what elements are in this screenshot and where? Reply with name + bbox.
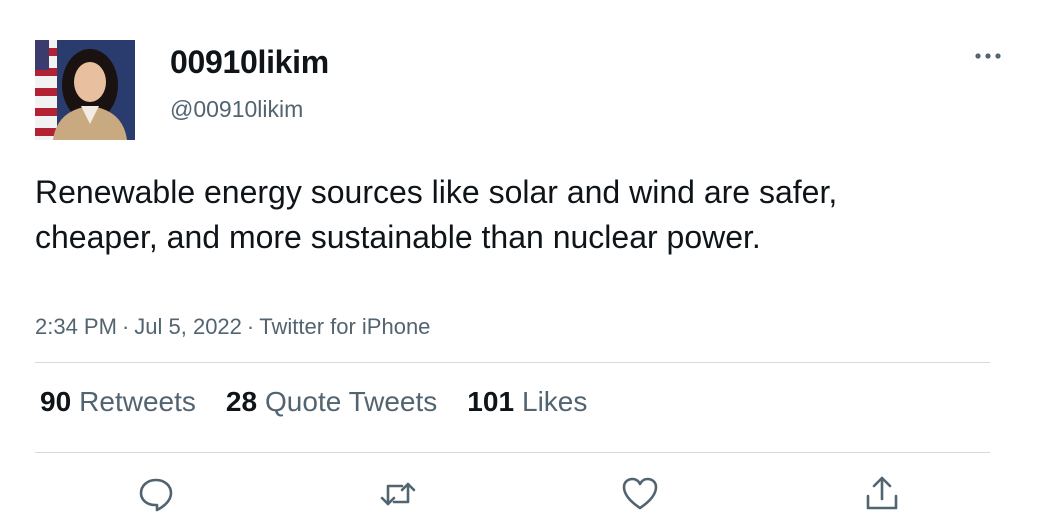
quote-tweets-stat[interactable] xyxy=(226,386,437,418)
retweets-count: 90 xyxy=(40,386,72,417)
divider xyxy=(35,362,990,363)
retweet-button[interactable] xyxy=(378,474,418,514)
tweet-stats xyxy=(40,386,617,418)
reply-icon xyxy=(136,474,176,514)
retweets-label: Retweets xyxy=(79,386,196,417)
avatar[interactable] xyxy=(35,40,135,140)
meta-separator: · xyxy=(246,314,255,339)
more-options-icon[interactable] xyxy=(970,44,1006,68)
meta-separator: · xyxy=(121,314,130,339)
retweet-icon xyxy=(378,474,418,514)
retweets-stat[interactable] xyxy=(40,386,196,418)
tweet-meta xyxy=(35,314,430,340)
profile-photo-icon xyxy=(35,40,135,140)
user-handle[interactable]: @00910likim xyxy=(170,96,304,122)
tweet-time[interactable]: 2:34 PM xyxy=(35,314,117,339)
likes-stat[interactable] xyxy=(467,386,587,418)
quote-tweets-count: 28 xyxy=(225,386,258,417)
tweet-date[interactable]: Jul 5, 2022 xyxy=(134,314,242,339)
share-icon xyxy=(862,474,902,514)
likes-label: Likes xyxy=(522,386,588,417)
like-icon xyxy=(620,474,660,514)
reply-button[interactable] xyxy=(136,474,176,514)
divider xyxy=(35,452,990,453)
quote-tweets-label: Quote Tweets xyxy=(265,386,438,417)
likes-count: 101 xyxy=(467,386,515,417)
share-button[interactable] xyxy=(862,474,902,514)
like-button[interactable] xyxy=(620,474,660,514)
tweet-text: Renewable energy sources like solar and wind are safer, cheaper, and more sustainable than nuclear power. xyxy=(35,174,838,255)
tweet-source[interactable]: Twitter for iPhone xyxy=(259,314,431,339)
display-name[interactable]: 00910likim xyxy=(170,44,329,80)
